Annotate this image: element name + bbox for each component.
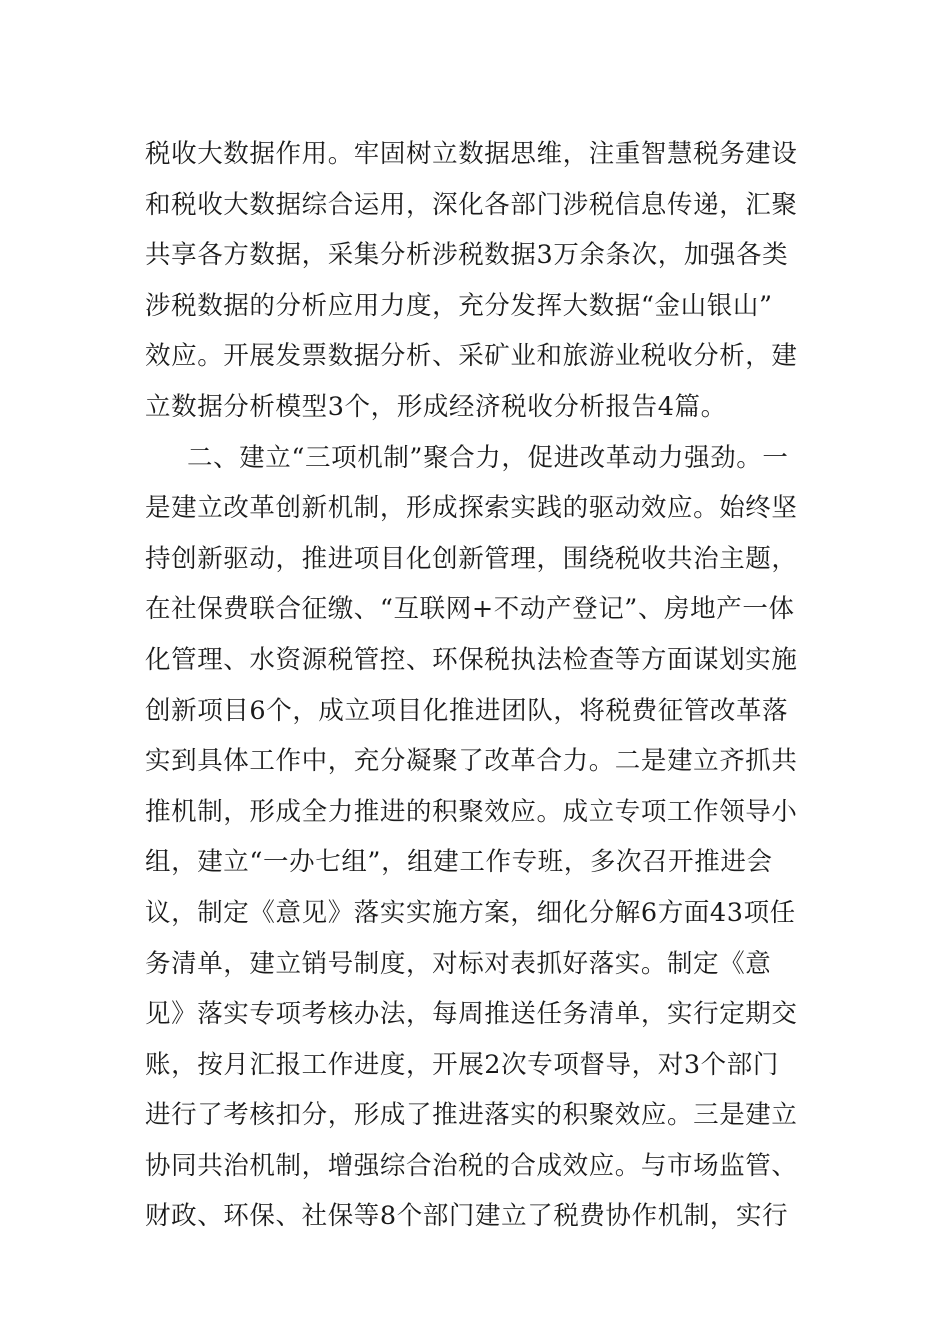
text-line: 协同共治机制，增强综合治税的合成效应。与市场监管、: [145, 1150, 798, 1181]
text-line: 立数据分析模型3个，形成经济税收分析报告4篇。: [145, 391, 727, 422]
text-line: 议，制定《意见》落实实施方案，细化分解6方面43项任: [145, 897, 796, 928]
text-line: 推机制，形成全力推进的积聚效应。成立专项工作领导小: [145, 796, 798, 827]
text-line: 效应。开展发票数据分析、采矿业和旅游业税收分析，建: [145, 341, 798, 372]
text-line: 税收大数据作用。牢固树立数据思维，注重智慧税务建设: [145, 139, 798, 169]
text-line: 涉税数据的分析应用力度，充分发挥大数据“金山银山”: [145, 290, 773, 321]
text-line: 组，建立“一办七组”，组建工作专班，多次召开推进会: [145, 847, 773, 878]
text-line: 创新项目6个，成立项目化推进团队，将税费征管改革落: [145, 695, 789, 726]
text-line: 持创新驱动，推进项目化创新管理，围绕税收共治主题，: [145, 543, 798, 574]
text-line: 在社保费联合征缴、“互联网+不动产登记”、房地产一体: [145, 594, 795, 625]
text-line: 账，按月汇报工作进度，开展2次专项督导，对3个部门: [145, 1049, 779, 1080]
text-line: 共享各方数据，采集分析涉税数据3万余条次，加强各类: [145, 240, 789, 271]
text-line: 是建立改革创新机制，形成探索实践的驱动效应。始终坚: [145, 493, 798, 524]
text-line: 进行了考核扣分，形成了推进落实的积聚效应。三是建立: [145, 1100, 798, 1131]
text-line: 见》落实专项考核办法，每周推送任务清单，实行定期交: [145, 999, 798, 1030]
section-heading-line: 二、建立“三项机制”聚合力，促进改革动力强劲。一: [187, 442, 789, 473]
text-line: 化管理、水资源税管控、环保税执法检查等方面谋划实施: [145, 644, 798, 675]
text-line: 务清单，建立销号制度，对标对表抓好落实。制定《意: [145, 948, 772, 979]
text-line: 实到具体工作中，充分凝聚了改革合力。二是建立齐抓共: [145, 746, 798, 777]
text-line: 和税收大数据综合运用，深化各部门涉税信息传递，汇聚: [145, 189, 798, 220]
document-body: [145, 129, 810, 1242]
text-line: 财政、环保、社保等8个部门建立了税费协作机制，实行: [145, 1201, 789, 1232]
